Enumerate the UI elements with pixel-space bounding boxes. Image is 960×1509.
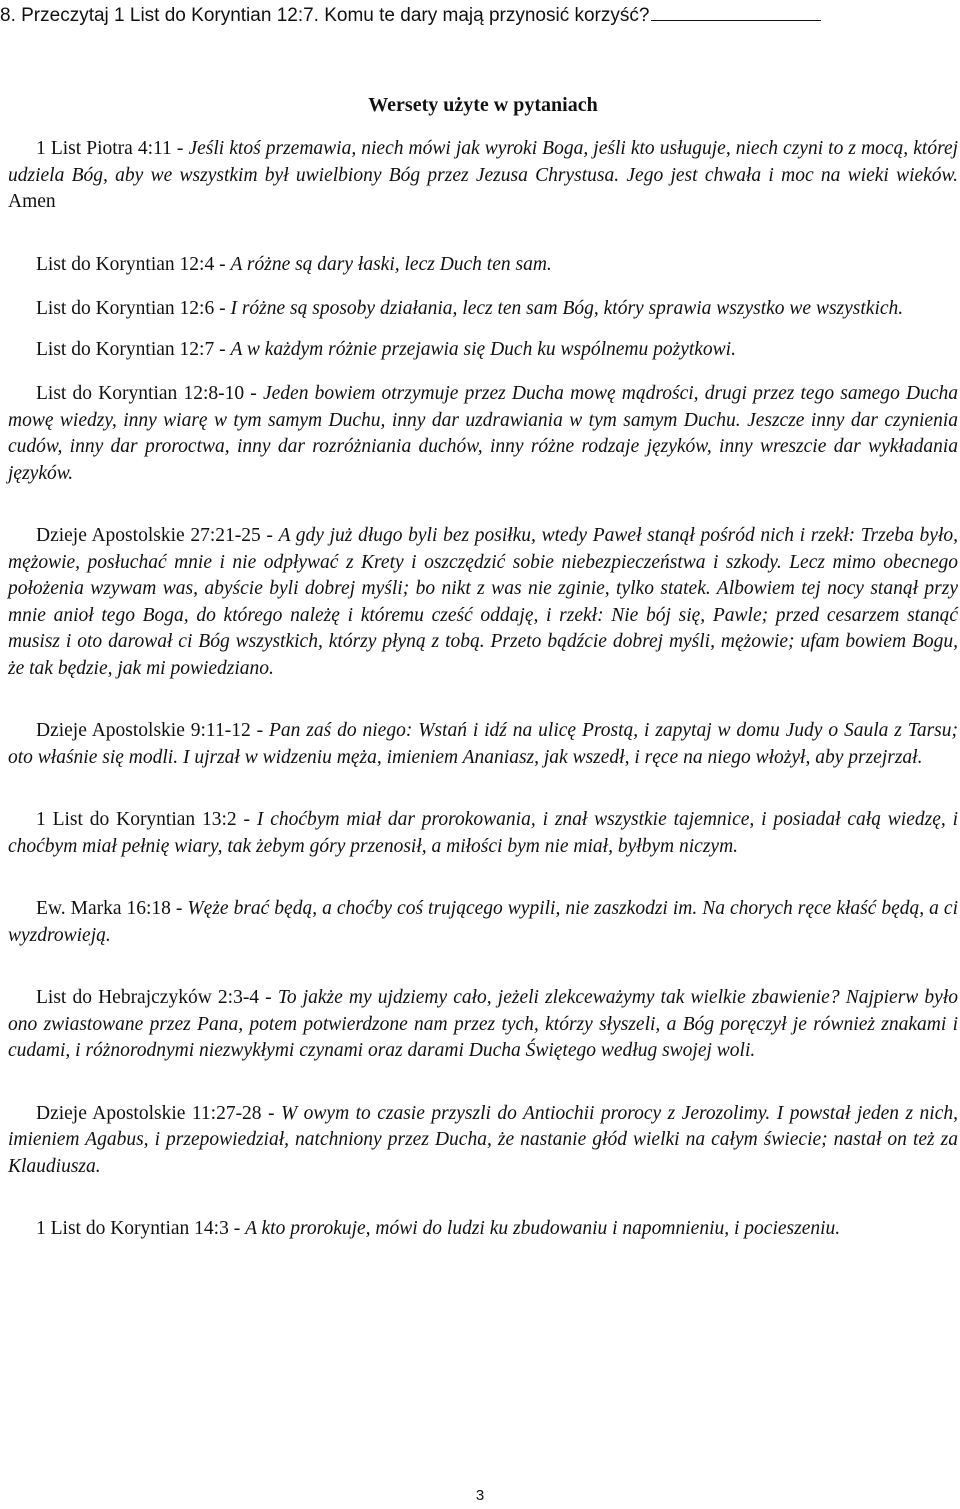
verse-item	[8, 807, 958, 860]
verse-reference: 1 List do Koryntian 14:3 -	[36, 1218, 245, 1239]
verse-text: W owym to czasie przyszli do Antiochii prorocy z Jerozolimy. I powstał jeden z nich, imieniem Agabus, i przepowiedział, natchniony przez Ducha, że nastanie głód wielki na całym świecie; nastał on też za Klaudiusza.	[8, 1102, 958, 1177]
verse-reference: 1 List Piotra 4:11 -	[36, 138, 188, 159]
verse-item	[8, 1101, 958, 1181]
verse-reference: Dzieje Apostolskie 27:21-25 -	[36, 525, 279, 546]
verse-text: Jeden bowiem otrzymuje przez Ducha mowę mądrości, drugi przez tego samego Ducha mowę wiedzy, inny wiarę w tym samym Duchu, inny dar uzdrawiania w tym samym Duchu. Jeszcze inny dar czynienia cudów, inny dar proroctwa, inny dar rozróżniania duchów, inny różne rodzaje języków, inny wreszcie dar wykładania języków.	[8, 383, 958, 484]
verse-text: A gdy już długo byli bez posiłku, wtedy Paweł stanął pośród nich i rzekł: Trzeba było, mężowie, posłuchać mnie i nie odpływać z Krety i oszczędzić sobie niebezpieczeństwa i szkody. Lecz mimo obecnego położenia wzywam was, abyście byli dobrej myśli; bo nikt z was nie zginie, tylko statek. Albowiem tej nocy stanął przy mnie anioł tego Boga, do którego należę i któremu cześć oddaję, i rzekł: Nie bój się, Pawle; przed cesarzem stanąć musisz i oto darował ci Bóg wszystkich, którzy płyną z tobą. Przeto bądźcie dobrej myśli, mężowie; ufam bowiem Bogu, że tak będzie, jak mi powiedziano.	[8, 525, 958, 679]
verse-reference: List do Koryntian 12:7 -	[36, 339, 230, 360]
verse-text: Pan zaś do niego: Wstań i idź na ulicę Prostą, i zapytaj w domu Judy o Saula z Tarsu; oto właśnie się modli. I ujrzał w widzeniu męża, imieniem Ananiasz, jak wszedł, i ręce na niego włożył, aby przejrzał.	[8, 720, 959, 768]
verse-item	[8, 337, 958, 364]
verse-text: I różne są sposoby działania, lecz ten sam Bóg, który sprawia wszystko we wszystkich.	[230, 298, 904, 319]
verse-tail: Amen	[8, 191, 56, 212]
verse-reference: List do Koryntian 12:8-10 -	[36, 383, 263, 404]
verse-item	[8, 296, 958, 323]
verse-reference: List do Hebrajczyków 2:3-4 -	[36, 987, 278, 1008]
verse-item	[8, 1216, 958, 1243]
verse-text: Jeśli ktoś przemawia, niech mówi jak wyroki Boga, jeśli kto usługuje, niech czyni to z mocą, której udziela Bóg, aby we wszystkim był uwielbiony Bóg przez Jezusa Chrystusa. Jego jest chwała i moc na wieki wieków.	[8, 138, 959, 186]
verse-item	[8, 523, 958, 682]
verse-item	[8, 985, 958, 1065]
verse-item	[8, 136, 958, 216]
verse-text: A kto prorokuje, mówi do ludzi ku zbudowaniu i napomnieniu, i pocieszeniu.	[245, 1218, 841, 1239]
verse-reference: 1 List do Koryntian 13:2 -	[36, 809, 257, 830]
verse-text: Węże brać będą, a choćby coś trującego wypili, nie zaszkodzi im. Na chorych ręce kłaść będą, a ci wyzdrowieją.	[8, 898, 958, 946]
verse-item	[8, 252, 958, 279]
page-number: 3	[475, 1487, 485, 1504]
section-heading: Wersety użyte w pytaniach	[368, 94, 598, 116]
verse-reference: List do Koryntian 12:6 -	[36, 298, 230, 319]
verse-item	[8, 718, 958, 771]
verse-reference: Dzieje Apostolskie 11:27-28 -	[36, 1103, 281, 1124]
question-line	[0, 2, 958, 28]
verse-item	[8, 381, 958, 487]
verse-reference: List do Koryntian 12:4 -	[36, 254, 230, 275]
verse-reference: Ew. Marka 16:18 -	[36, 898, 187, 919]
verse-reference: Dzieje Apostolskie 9:11-12 -	[36, 720, 269, 741]
verse-text: A w każdym różnie przejawia się Duch ku wspólnemu pożytkowi.	[230, 338, 736, 360]
verse-text: I choćbym miał dar prorokowania, i znał wszystkie tajemnice, i posiadał całą wiedzę, i choćbym miał pełnię wiary, tak żebym góry przenosił, a miłości bym nie miał, byłbym niczym.	[8, 809, 958, 857]
verse-list	[8, 136, 958, 1243]
verse-item	[8, 896, 958, 949]
verse-text: A różne są dary łaski, lecz Duch ten sam.	[230, 253, 552, 275]
question-text: 8. Przeczytaj 1 List do Koryntian 12:7. Komu te dary mają przynosić korzyść?	[0, 5, 650, 26]
verse-text: To jakże my ujdziemy cało, jeżeli zlekceważymy tak wielkie zbawienie? Najpierw było ono zwiastowane przez Pana, potem potwierdzone nam przez tych, którzy słyszeli, a Bóg poręczył je również znakami i cudami, i różnorodnymi niezwykłymi czynami oraz darami Ducha Świętego według swojej woli.	[8, 987, 958, 1061]
answer-blank[interactable]	[651, 2, 821, 21]
